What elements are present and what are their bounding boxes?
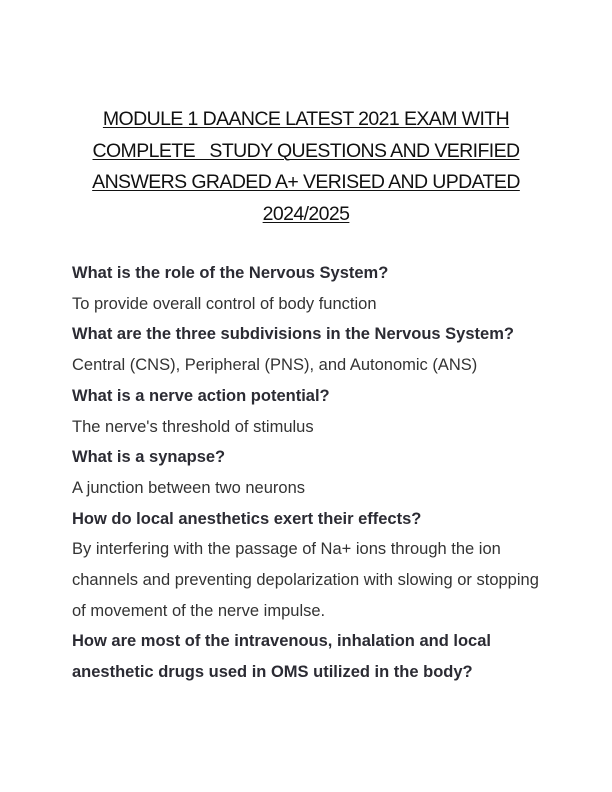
- title-line-4: 2024/2025: [262, 202, 350, 225]
- answer-2: Central (CNS), Peripheral (PNS), and Autonomic (ANS): [72, 356, 478, 375]
- question-1: What is the role of the Nervous System?: [72, 264, 389, 282]
- question-3: What is a nerve action potential?: [72, 386, 330, 405]
- question-4: What is a synapse?: [72, 448, 226, 467]
- title-line-3: ANSWERS GRADED A+ VERISED AND UPDATED: [92, 171, 520, 193]
- title-line-2: COMPLETE STUDY QUESTIONS AND VERIFIED: [92, 139, 520, 162]
- qa-list: [72, 258, 548, 688]
- question-6: How are most of the intravenous, inhalation and local anesthetic drugs used in OMS utilized in the body?: [72, 632, 491, 682]
- answer-5: By interfering with the passage of Na+ ions through the ion channels and preventing depolarization with slowing or stopping of movement of the nerve impulse.: [72, 540, 539, 620]
- answer-3: The nerve's threshold of stimulus: [72, 417, 314, 436]
- title-line-1: MODULE 1 DAANCE LATEST 2021 EXAM WITH: [102, 108, 510, 130]
- answer-1: To provide overall control of body function: [72, 294, 377, 313]
- question-2: What are the three subdivisions in the Nervous System?: [72, 325, 514, 344]
- answer-4: A junction between two neurons: [72, 478, 305, 497]
- question-5: How do local anesthetics exert their effects?: [72, 509, 422, 528]
- document-title: [60, 104, 552, 230]
